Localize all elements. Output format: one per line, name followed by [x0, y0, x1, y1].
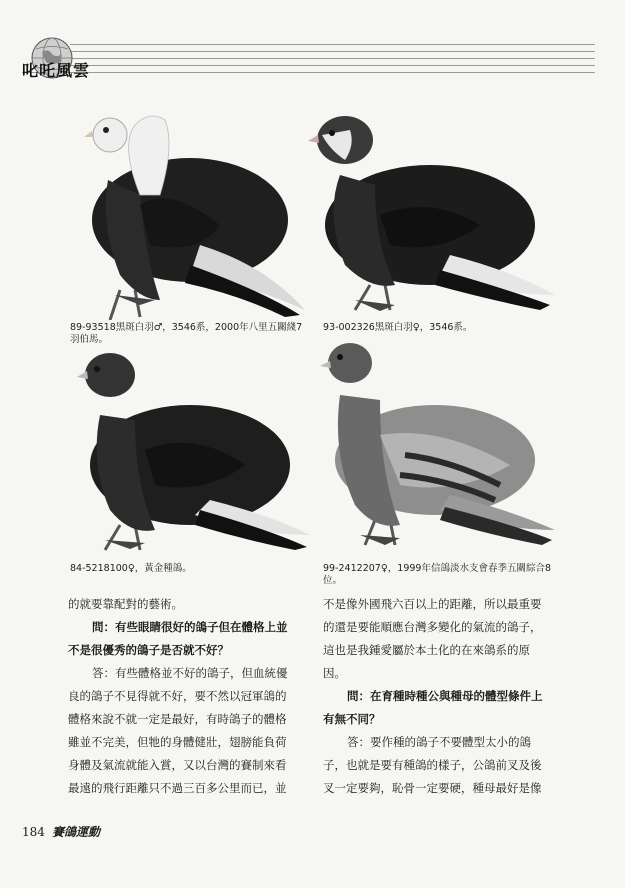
magazine-name: 賽鴿運動 [52, 825, 101, 839]
body-line: 良的鴿子不見得就不好，要不然以冠軍鴿的 [68, 689, 287, 703]
body-line: 答：要作種的鴿子不要體型太小的鴿 [347, 735, 531, 749]
header-rule [70, 44, 595, 45]
body-line: 體格來說不就一定是最好，有時鴿子的體格 [68, 712, 287, 726]
question-heading: 問：在育種時種公與種母的體型條件上 [347, 689, 543, 703]
body-line: 雖並不完美，但牠的身體健壯，翅膀能負荷 [68, 735, 287, 749]
question-heading: 有無不同？ [323, 712, 381, 726]
body-line: 因。 [323, 666, 346, 680]
header-rule [70, 65, 595, 66]
pigeon-photo [320, 335, 560, 555]
article-column-right [323, 593, 563, 800]
body-line: 叉一定要夠，恥骨一定要硬，種母最好是像 [323, 781, 542, 795]
header-rule [22, 72, 595, 73]
body-line: 子，也就是要有種鴿的樣子，公鴿前叉及後 [323, 758, 542, 772]
header-rule [70, 58, 595, 59]
question-heading: 不是很優秀的鴿子是否就不好？ [68, 643, 229, 657]
body-line: 不是像外國飛六百以上的距離，所以最重要 [323, 597, 542, 611]
body-line: 的就要靠配對的藝術。 [68, 597, 183, 611]
question-heading: 問：有些眼睛很好的鴿子但在體格上並 [92, 620, 288, 634]
header-rule [70, 51, 595, 52]
body-line: 最遠的飛行距離只不過三百多公里而已，並 [68, 781, 287, 795]
photo-caption: 84-5218100♀，黃金種鴿。 [70, 563, 192, 574]
body-line: 身體及氣流就能入賞，又以台灣的賽制來看 [68, 758, 287, 772]
photo-caption: 93-002326黑斑白羽♀，3546系。 [323, 322, 473, 333]
body-line: 答：有些體格並不好的鴿子，但血統優 [92, 666, 288, 680]
section-title: 叱吒風雲 [22, 61, 91, 80]
page-number: 184 [22, 825, 45, 839]
pigeon-photo [80, 105, 315, 320]
photo-caption: 89-93518黑斑白羽♂，3546系，2000年八里五關綫7羽伯馬。 [70, 322, 303, 345]
body-line: 的還是要能順應台灣多變化的氣流的鴿子， [323, 620, 542, 634]
body-line: 這也是我鍾愛屬於本土化的在來鴿系的原 [323, 643, 530, 657]
pigeon-photo [300, 105, 560, 320]
article-column-left [68, 593, 308, 800]
pigeon-photo [75, 335, 315, 555]
photo-caption: 99-2412207♀，1999年信鴿淡水支會春季五關綜合8位。 [323, 563, 552, 586]
